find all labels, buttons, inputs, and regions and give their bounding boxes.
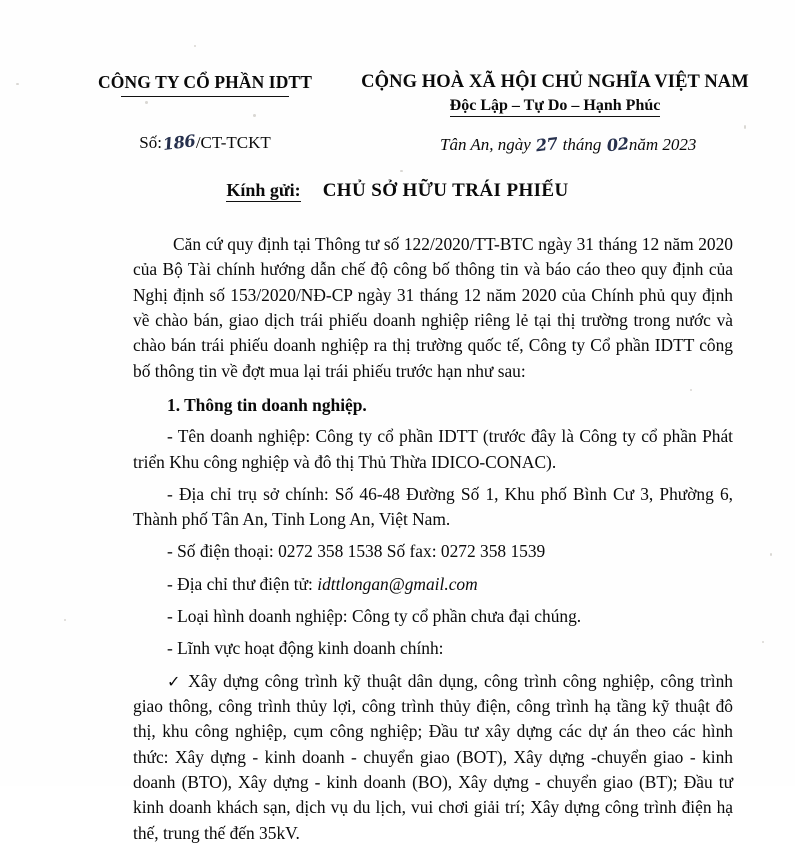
recipient-value: CHỦ SỞ HỮU TRÁI PHIẾU — [322, 180, 569, 201]
document-body — [133, 232, 733, 847]
month-label: tháng — [562, 135, 602, 154]
business-scope-paragraph — [133, 669, 733, 846]
letterhead-left — [55, 72, 355, 117]
scan-speckle — [762, 641, 764, 643]
section-1-heading: 1. Thông tin doanh nghiệp. — [167, 394, 367, 415]
scan-speckle — [744, 125, 746, 129]
national-motto: Độc Lập – Tự Do – Hạnh Phúc — [450, 97, 661, 117]
recipient-line — [0, 180, 795, 202]
organization-name: CÔNG TY CỔ PHẦN IDTT — [98, 72, 312, 92]
place-and-date — [440, 135, 696, 155]
company-address-item: - Địa chỉ trụ sở chính: Số 46-48 Đường Số 1, Khu phố Bình Cư 3, Phường 6, Thành phố Tân An, Tỉnh Long An, Việt Nam. — [133, 483, 733, 530]
scan-speckle — [194, 45, 196, 47]
document-number-handwritten: 186 — [161, 130, 197, 155]
company-email-label: - Địa chỉ thư điện tử: — [167, 573, 313, 594]
year-label: năm 2023 — [628, 135, 697, 154]
document-number-prefix: Số: — [139, 133, 162, 152]
scan-speckle — [64, 619, 66, 621]
letterhead — [0, 72, 795, 117]
business-field-item: - Lĩnh vực hoạt động kinh doanh chính: — [167, 638, 444, 659]
checkmark-icon: ✓ — [167, 673, 183, 691]
recipient-label: Kính gửi: — [226, 180, 301, 200]
company-name-item: - Tên doanh nghiệp: Công ty cổ phần IDTT (trước đây là Công ty cổ phần Phát triển Khu công nghiệp và đô thị Thủ Thừa IDICO-CONAC). — [133, 426, 733, 472]
month-handwritten: 02 — [605, 133, 630, 156]
company-email-item — [133, 572, 733, 597]
company-email-value: idttlongan@gmail.com — [317, 573, 478, 594]
place-label: Tân An, ngày — [440, 135, 531, 154]
scan-speckle — [770, 553, 772, 556]
day-handwritten: 27 — [534, 133, 559, 156]
intro-paragraph: Căn cứ quy định tại Thông tư số 122/2020/TT-BTC ngày 31 tháng 12 năm 2020 của Bộ Tài chính hướng dẫn chế độ công bố thông tin và báo cáo theo quy định của Nghị định số 153/2020/NĐ-CP ngày 31 tháng 12 năm 2020 của Chính phủ quy định về chào bán, giao dịch trái phiếu doanh nghiệp riêng lẻ tại thị trường trong nước và chào bán trái phiếu doanh nghiệp ra thị trường quốc tế, Công ty Cổ phần IDTT công bố thông tin về đợt mua lại trái phiếu trước hạn như sau: — [133, 234, 733, 381]
company-type-item: - Loại hình doanh nghiệp: Công ty cổ phần chưa đại chúng. — [167, 606, 582, 627]
document-number — [55, 130, 355, 155]
organization-underline — [121, 96, 289, 97]
document-number-suffix: /CT-TCKT — [195, 133, 271, 152]
business-scope-text: Xây dựng công trình kỹ thuật dân dụng, công trình công nghiệp, công trình giao thông, công trình thủy lợi, công trình thủy điện, công trình hạ tầng kỹ thuật đô thị, khu công nghiệp, cụm công nghiệp; Đầu tư xây dựng các dự án theo các hình thức: Xây dựng - kinh doanh - chuyển giao (BOT), Xây dựng -chuyển giao - kinh doanh (BTO), Xây dựng - kinh doanh (BO), Xây dựng - chuyển giao (BT); Đầu tư kinh doanh khách sạn, dịch vụ du lịch, vui chơi giải trí; Xây dựng công trình điện hạ thế, trung thế đến 35kV. — [133, 670, 734, 843]
letterhead-right — [355, 72, 795, 117]
company-phone-item: - Số điện thoại: 0272 358 1538 Số fax: 0272 358 1539 — [167, 541, 546, 562]
scan-speckle — [400, 170, 403, 172]
nation-title: CỘNG HOÀ XÃ HỘI CHỦ NGHĨA VIỆT NAM — [361, 72, 749, 92]
